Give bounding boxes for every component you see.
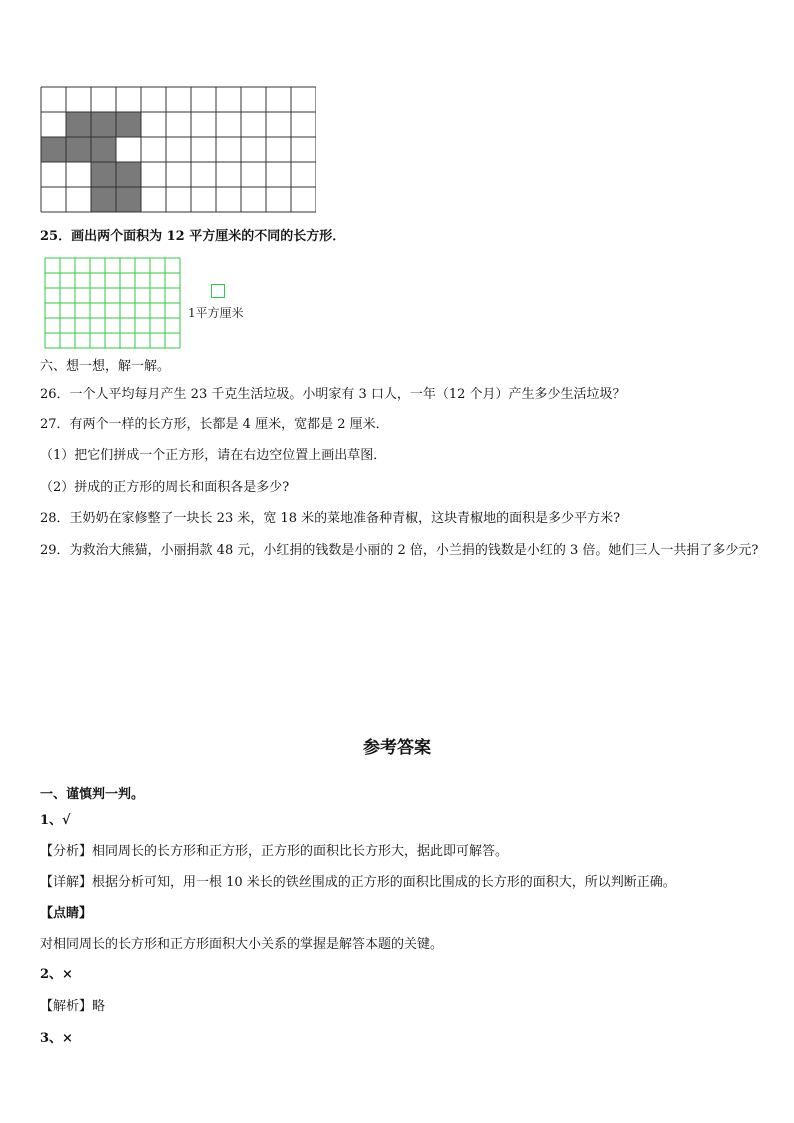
answer-2: 2、×	[40, 967, 73, 982]
answer-section-1-heading: 一、谨慎判一判。	[40, 787, 145, 802]
unit-square-icon	[211, 284, 225, 298]
shaded-cell	[66, 137, 91, 162]
shaded-cell	[116, 162, 141, 187]
question-29: 29．为救治大熊猫，小丽捐款 48 元，小红捐的钱数是小丽的 2 倍，小兰捐的钱数是小红的 3 倍。她们三人一共捐了多少元?	[40, 543, 759, 558]
green-square-grid	[44, 257, 184, 349]
shaded-cell	[41, 137, 66, 162]
unit-square-label: 1平方厘米	[188, 306, 244, 320]
shaded-cell	[116, 112, 141, 137]
shaded-cell	[91, 162, 116, 187]
answer-2-analysis: 【解析】略	[40, 999, 106, 1014]
answer-1-detail: 【详解】根据分析可知，用一根 10 米长的铁丝围成的正方形的面积比围成的长方形的面积大，所以判断正确。	[40, 875, 676, 890]
answer-1-tip-label: 【点睛】	[40, 906, 93, 921]
section-6-heading: 六、想一想，解一解。	[40, 359, 171, 374]
question-27-part-1: （1）把它们拼成一个正方形，请在右边空位置上画出草图．	[40, 448, 387, 463]
question-27-part-2: （2）拼成的正方形的周长和面积各是多少?	[40, 480, 290, 495]
shaded-cell	[91, 187, 116, 212]
answer-1: 1、√	[40, 813, 71, 828]
question-25: 25．画出两个面积为 12 平方厘米的不同的长方形．	[40, 229, 346, 244]
shaded-cell	[66, 112, 91, 137]
shaded-cell	[116, 187, 141, 212]
answer-1-tip: 对相同周长的长方形和正方形面积大小关系的掌握是解答本题的关键。	[40, 937, 444, 952]
shaded-cell	[91, 137, 116, 162]
answer-3: 3、×	[40, 1031, 73, 1046]
shaded-grid-figure	[40, 86, 316, 214]
shaded-cell	[91, 112, 116, 137]
question-26: 26．一个人平均每月产生 23 千克生活垃圾。小明家有 3 口人，一年（12 个月）产生多少生活垃圾？	[40, 387, 626, 402]
answer-key-title: 参考答案	[363, 738, 431, 758]
question-28: 28．王奶奶在家修整了一块长 23 米，宽 18 米的菜地准备种青椒，这块青椒地的面积是多少平方米?	[40, 511, 621, 526]
answer-1-analysis: 【分析】相同周长的长方形和正方形，正方形的面积比长方形大，据此即可解答。	[40, 844, 509, 859]
question-27: 27．有两个一样的长方形，长都是 4 厘米，宽都是 2 厘米．	[40, 417, 389, 432]
